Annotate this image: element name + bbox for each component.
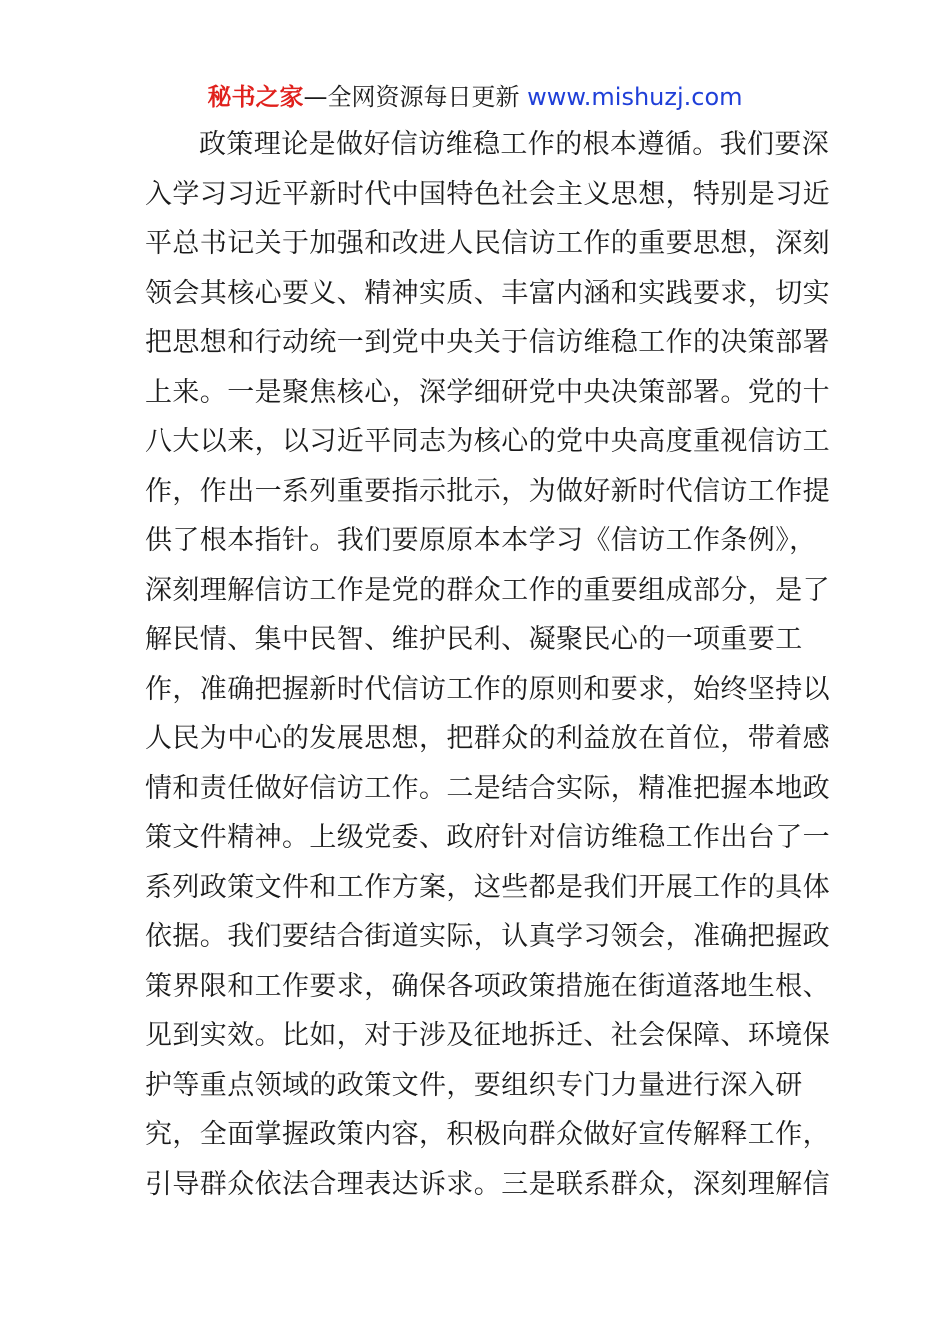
text-line: 供了根本指针。我们要原原本本学习《信访工作条例》， — [145, 525, 817, 556]
text-line: 策界限和工作要求，确保各项政策措施在街道落地生根、 — [145, 970, 830, 1002]
brand-name: 秘书之家 — [207, 83, 304, 111]
text-line: 深刻理解信访工作是党的群众工作的重要组成部分，是了 — [145, 574, 830, 606]
text-line: 平总书记关于加强和改进人民信访工作的重要思想，深刻 — [145, 228, 830, 259]
text-line: 引导群众依法合理表达诉求。三是联系群众，深刻理解信 — [145, 1168, 830, 1200]
header-tagline: —全网资源每日更新 — [303, 83, 520, 111]
document-body — [145, 120, 830, 1209]
text-line: 依据。我们要结合街道实际，认真学习领会，准确把握政 — [145, 921, 830, 952]
text-line: 情和责任做好信访工作。二是结合实际，精准把握本地政 — [145, 772, 830, 804]
text-line: 入学习习近平新时代中国特色社会主义思想，特别是习近 — [145, 178, 830, 210]
text-line: 解民情、集中民智、维护民利、凝聚民心的一项重要工 — [145, 624, 803, 655]
text-line: 究，全面掌握政策内容，积极向群众做好宣传解释工作， — [145, 1119, 830, 1150]
text-line: 护等重点领域的政策文件，要组织专门力量进行深入研 — [145, 1069, 803, 1101]
site-url[interactable]: www.mishuzj.com — [527, 83, 743, 111]
text-line: 见到实效。比如，对于涉及征地拆迁、社会保障、环境保 — [145, 1020, 830, 1051]
text-line: 上来。一是聚焦核心，深学细研党中央决策部署。党的十 — [145, 376, 830, 408]
text-line: 作，准确把握新时代信访工作的原则和要求，始终坚持以 — [145, 673, 830, 705]
text-line: 系列政策文件和工作方案，这些都是我们开展工作的具体 — [145, 871, 830, 903]
text-line: 策文件精神。上级党委、政府针对信访维稳工作出台了一 — [145, 822, 830, 853]
text-line: 作，作出一系列重要指示批示，为做好新时代信访工作提 — [145, 475, 830, 507]
text-line: 政策理论是做好信访维稳工作的根本遵循。我们要深 — [199, 129, 830, 160]
page-header — [0, 80, 950, 114]
text-line: 八大以来，以习近平同志为核心的党中央高度重视信访工 — [145, 426, 830, 457]
text-line: 把思想和行动统一到党中央关于信访维稳工作的决策部署 — [145, 327, 830, 358]
text-line: 领会其核心要义、精神实质、丰富内涵和实践要求，切实 — [145, 277, 830, 309]
text-line: 人民为中心的发展思想，把群众的利益放在首位，带着感 — [145, 723, 830, 754]
